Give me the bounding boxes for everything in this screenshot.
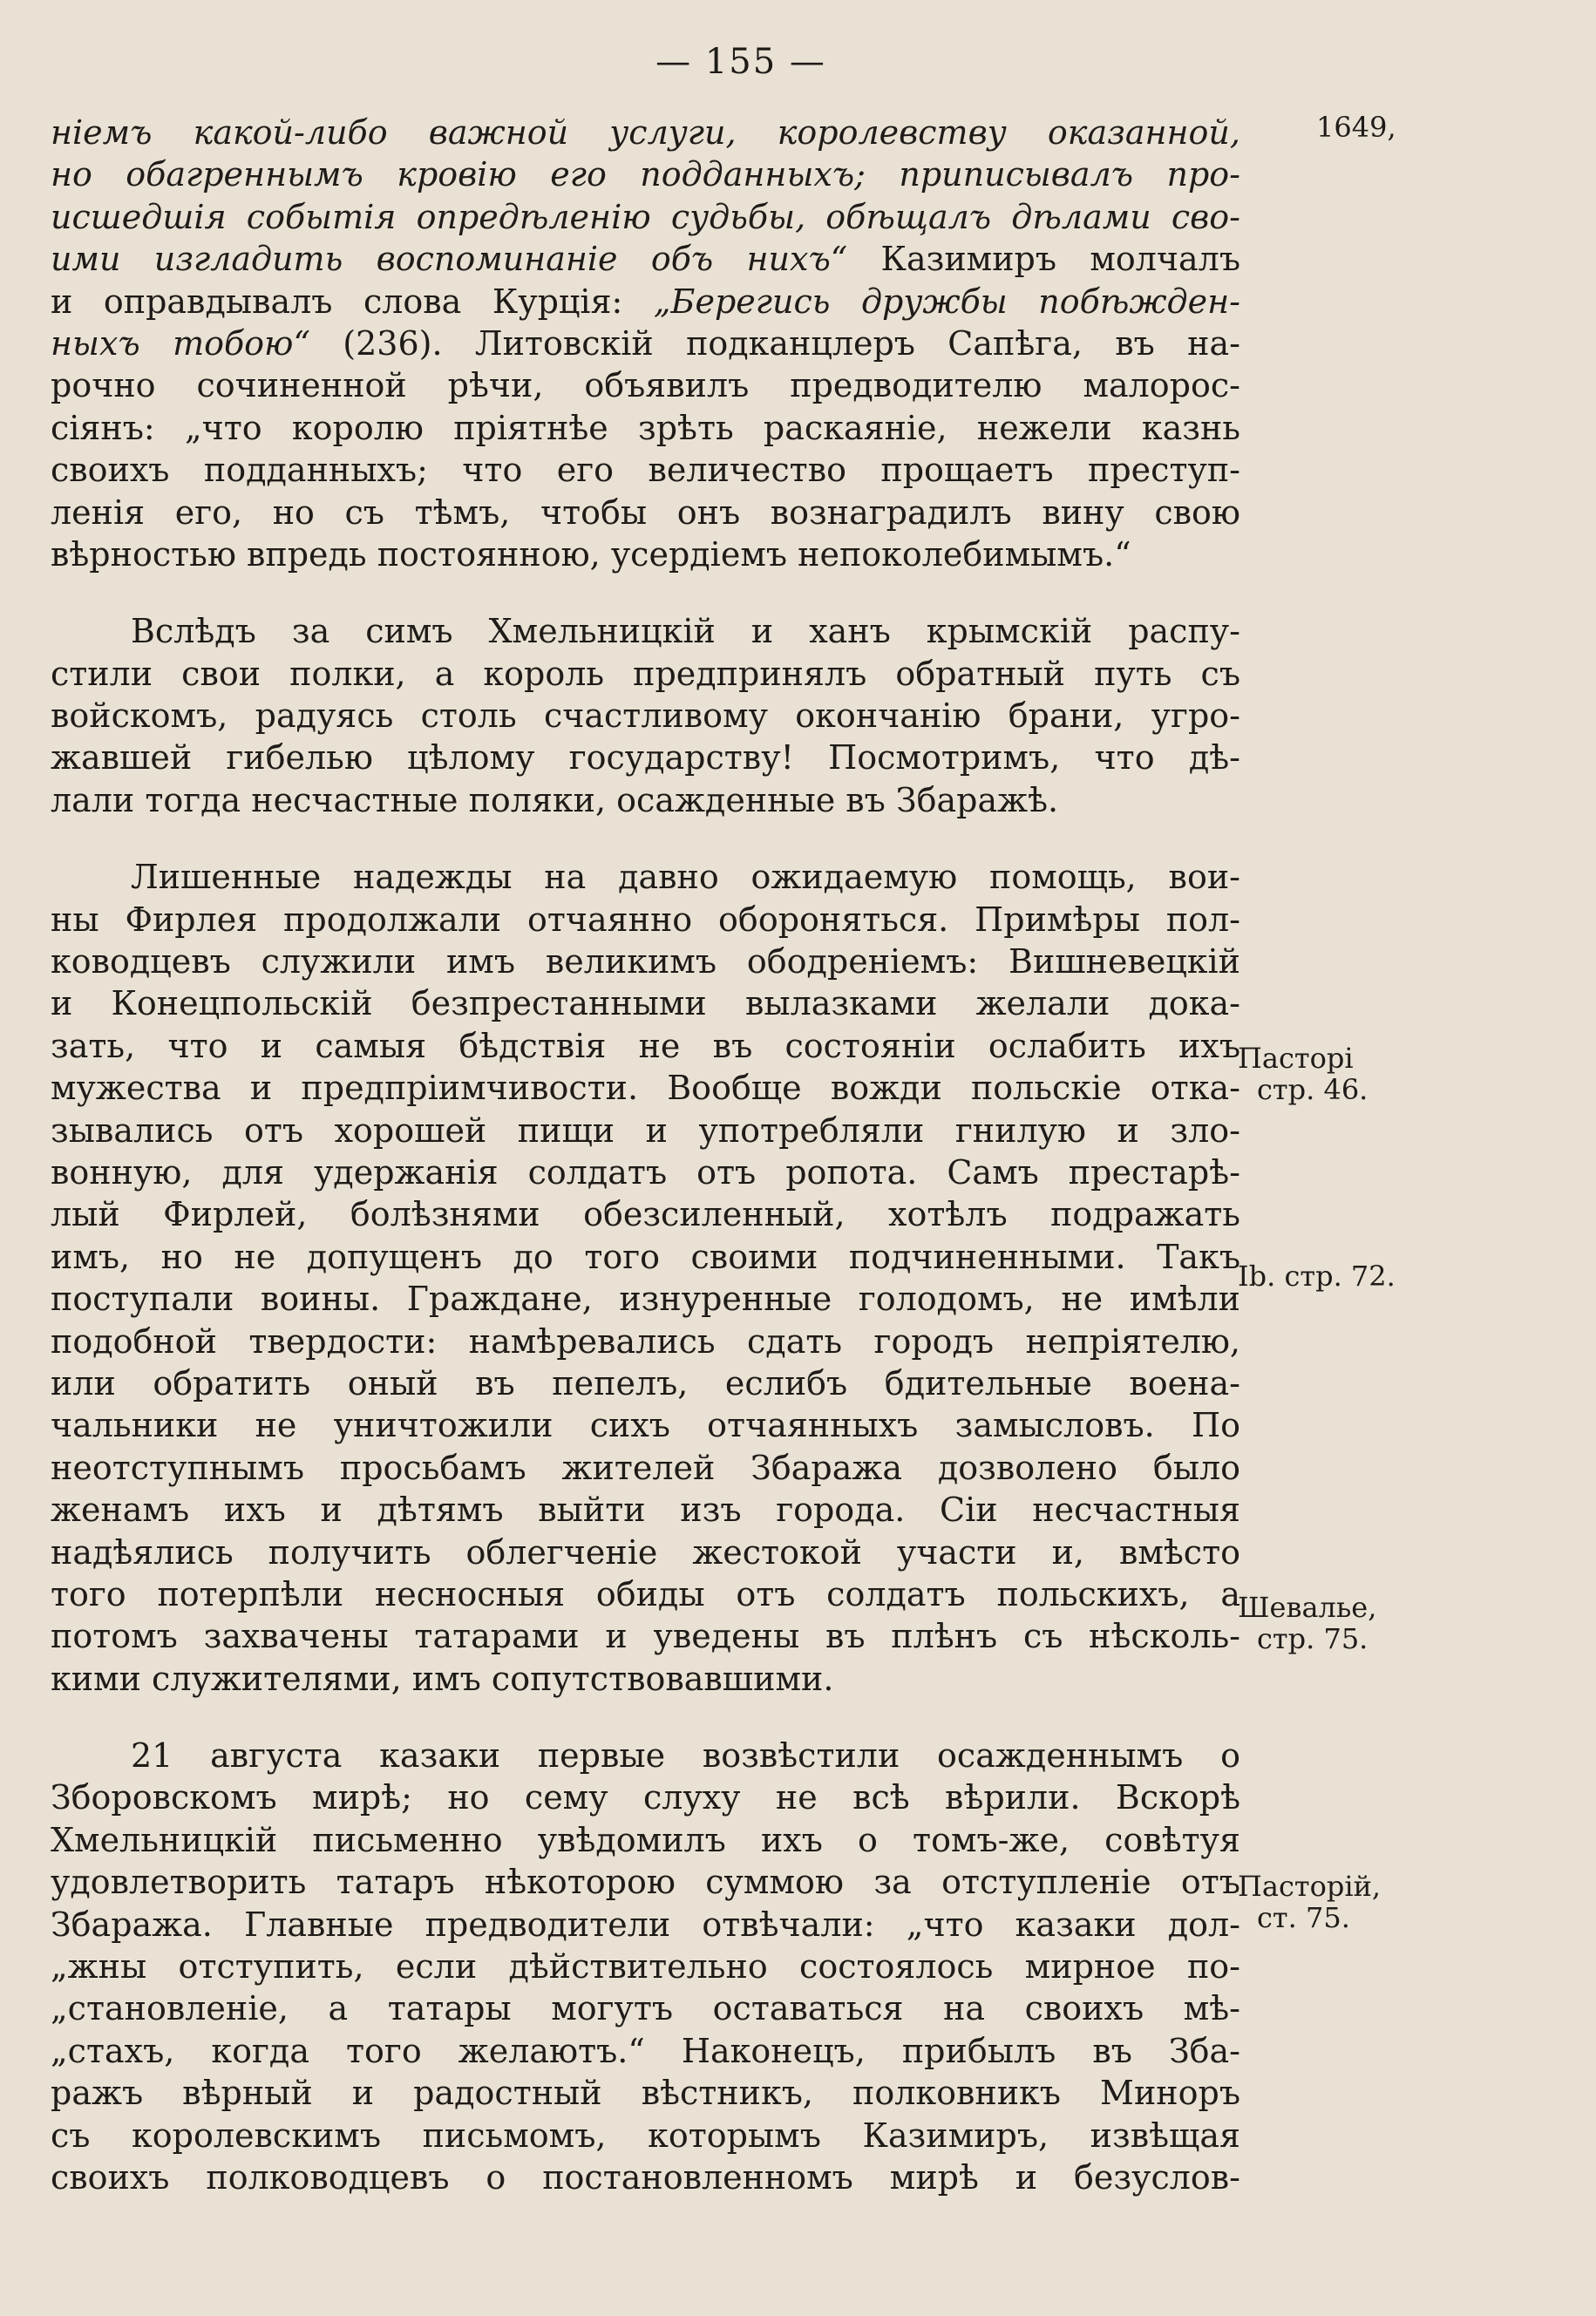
text-line: но обагреннымъ кровію его подданныхъ; приписывалъ про- [51, 155, 1240, 194]
text-line: „стахъ, когда того желаютъ.“ Наконецъ, прибылъ въ Зба- [51, 2031, 1240, 2070]
text-line: ніемъ какой-либо важной услуги, королевству оказанной, [51, 113, 1240, 152]
italic-span: ныхъ тобою“ [51, 323, 310, 363]
text-line: войскомъ, радуясь столь счастливому окончанію брани, угро- [51, 696, 1240, 736]
text-line: зывались отъ хорошей пищи и употребляли гнилую и зло- [51, 1110, 1240, 1150]
italic-span: ими изгладить воспоминаніе объ нихъ“ [51, 240, 848, 279]
text-line: ны Фирлея продолжали отчаянно обороняться. Примѣры пол- [51, 900, 1240, 939]
text-line: ражъ вѣрный и радостный вѣстникъ, полковникъ Миноръ [51, 2074, 1240, 2113]
margin-note-line: ст. 75. [1257, 1901, 1350, 1934]
text-span: и оправдывалъ слова Курція: [51, 282, 654, 321]
paragraph-gap [51, 575, 1240, 610]
text-line: исшедшія событія опредѣленію судьбы, обѣщалъ дѣлами сво- [51, 197, 1240, 236]
text-line: того потерпѣли несносныя обиды отъ солдатъ польскихъ, а [51, 1574, 1240, 1613]
text-line: кими служителями, имъ сопутствовавшими. [51, 1659, 834, 1698]
text-line: потомъ захвачены татарами и уведены въ плѣнъ съ нѣсколь- [51, 1617, 1240, 1656]
text-line: Збаража. Главные предводители отвѣчали: „что казаки дол- [51, 1905, 1240, 1944]
paragraph [51, 1735, 1240, 2198]
text-line: своихъ полководцевъ о постановленномъ мирѣ и безуслов- [51, 2157, 1240, 2197]
margin-note-line: стр. 46. [1257, 1073, 1368, 1106]
margin-note-chevalier-75 [1238, 1592, 1376, 1654]
text-line: мужества и предпріимчивости. Вообще вожди польскіе отка- [51, 1069, 1240, 1108]
margin-note-pastorius-75 [1238, 1871, 1381, 1933]
margin-note-line: Шевалье, [1238, 1591, 1377, 1624]
text-line [51, 238, 1240, 280]
text-line: подобной твердости: намѣревались сдать городъ непріятелю, [51, 1321, 1240, 1361]
text-line: лали тогда несчастные поляки, осажденные въ Збаражѣ. [51, 780, 1059, 819]
text-line: ководцевъ служили имъ великимъ ободреніемъ: Вишневецкій [51, 942, 1240, 981]
text-span: (236). Литовскій подканцлеръ Сапѣга, въ на- [309, 323, 1240, 363]
margin-note-line: Пасторі [1238, 1042, 1354, 1075]
text-column [51, 112, 1240, 2198]
text-line: Хмельницкій письменно увѣдомилъ ихъ о томъ-же, совѣтуя [51, 1820, 1240, 1859]
text-line: 21 августа казаки первые возвѣстили осажденнымъ о [131, 1736, 1240, 1776]
text-line: своихъ подданныхъ; что его величество прощаетъ преступ- [51, 451, 1240, 490]
text-line: „становленіе, а татары могутъ оставаться на своихъ мѣ- [51, 1989, 1240, 2028]
text-line: „жны отступить, если дѣйствительно состоялось мирное по- [51, 1947, 1240, 1987]
paragraph [51, 112, 1240, 575]
text-line: или обратить оный въ пепелъ, еслибъ бдительные военa- [51, 1363, 1240, 1403]
text-line: сіянъ: „что королю пріятнѣе зрѣть раскаяніе, нежели казнь [51, 408, 1240, 447]
text-line [51, 323, 1240, 364]
text-line: зать, что и самыя бѣдствія не въ состояніи ослабить ихъ [51, 1026, 1240, 1065]
text-line: стили свои полки, а король предпринялъ обратный путь съ [51, 654, 1240, 693]
text-line: вонную, для удержанія солдатъ отъ ропота. Самъ престарѣ- [51, 1152, 1240, 1192]
text-line: поступали воины. Граждане, изнуренные голодомъ, не имѣли [51, 1280, 1240, 1319]
margin-note-pastorius-46 [1238, 1043, 1368, 1105]
text-line: Зборовскомъ мирѣ; но сему слуху не всѣ вѣрили. Вскорѣ [51, 1778, 1240, 1817]
margin-note-ib-72: Ib. стр. 72. [1238, 1260, 1396, 1293]
text-line: Вслѣдъ за симъ Хмельницкій и ханъ крымскій распу- [131, 612, 1240, 651]
text-line: съ королевскимъ письмомъ, которымъ Казимиръ, извѣщая [51, 2116, 1240, 2155]
paragraph-gap [51, 1700, 1240, 1735]
text-line: неотступнымъ просьбамъ жителей Збаража дозволено было [51, 1448, 1240, 1487]
paragraph-gap [51, 821, 1240, 856]
text-line: имъ, но не допущенъ до того своими подчиненными. Такъ [51, 1237, 1240, 1276]
margin-note-line: Пасторій, [1238, 1870, 1382, 1903]
margin-note-year: 1649, [1316, 111, 1396, 144]
text-line: Лишенные надежды на давно ожидаемую помощь, вои- [131, 858, 1240, 897]
text-line: чальники не уничтожили сихъ отчаянныхъ замысловъ. По [51, 1406, 1240, 1445]
text-line: и Конецпольскій безпрестанными вылазками желали дока- [51, 984, 1240, 1023]
text-line: надѣялись получить облегченіе жестокой участи и, вмѣсто [51, 1532, 1240, 1572]
paragraph [51, 856, 1240, 1700]
text-line: лый Фирлей, болѣзнями обезсиленный, хотѣлъ подражать [51, 1195, 1240, 1234]
text-line [51, 281, 1240, 323]
margin-note-line: стр. 75. [1257, 1622, 1368, 1655]
text-line: женамъ ихъ и дѣтямъ выйти изъ города. Сіи несчастныя [51, 1491, 1240, 1530]
page-number: — 155 — [655, 42, 826, 82]
text-line: удовлетворить татаръ нѣкоторою суммою за отступленіе отъ [51, 1863, 1240, 1902]
text-line: рочно сочиненной рѣчи, объявилъ предводителю малорос- [51, 366, 1240, 405]
text-line: жавшей гибелью цѣлому государству! Посмотримъ, что дѣ- [51, 738, 1240, 778]
italic-span: „Берегись дружбы побѣжден- [653, 282, 1240, 321]
text-line: ленія его, но съ тѣмъ, чтобы онъ вознаградилъ вину свою [51, 492, 1240, 532]
paragraph [51, 610, 1240, 821]
text-span: Казимиръ молчалъ [847, 240, 1240, 279]
text-line: вѣрностью впредь постоянною, усердіемъ непоколебимымъ.“ [51, 534, 1131, 574]
